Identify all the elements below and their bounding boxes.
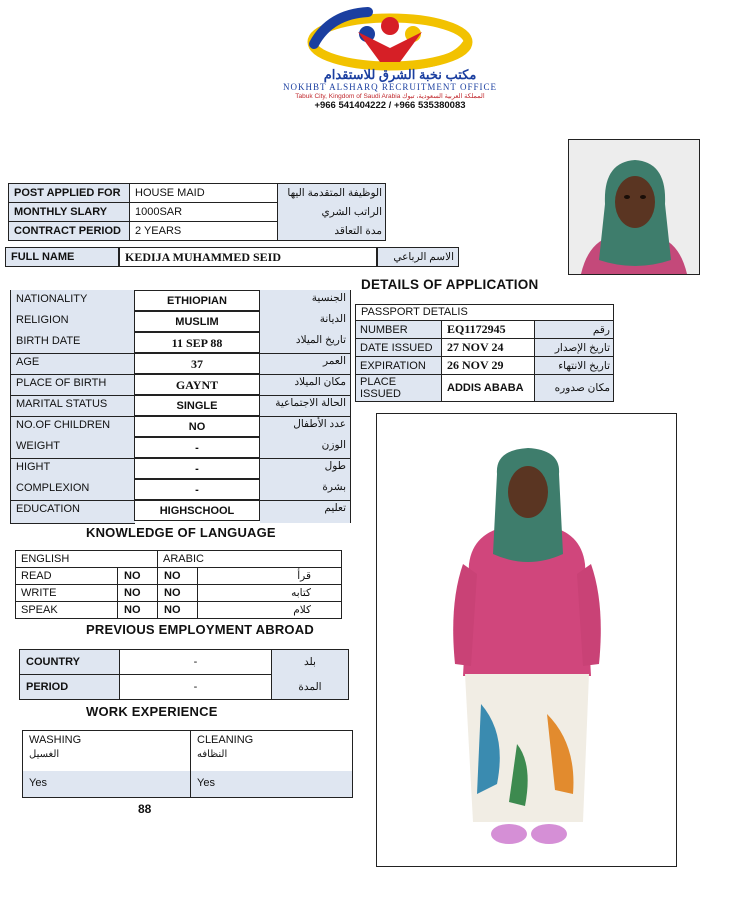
- language-english-header: ENGLISH: [16, 551, 158, 568]
- employment-period-arabic: المدة: [272, 675, 349, 700]
- passport-issued-value: 27 NOV 24: [442, 339, 535, 357]
- experience-washing-value: Yes: [29, 777, 47, 789]
- personal-value: NO: [134, 416, 260, 437]
- office-phones: +966 541404222 / +966 535380083: [314, 100, 466, 111]
- logo-emblem-icon: [240, 4, 540, 74]
- row-divider: [10, 353, 350, 354]
- language-arabic-header: ARABIC: [158, 551, 342, 568]
- language-speak-english: NO: [118, 602, 158, 619]
- language-write-arabic: NO: [158, 585, 198, 602]
- passport-issued-arabic: تاريخ الإصدار: [535, 339, 614, 357]
- personal-value: -: [134, 437, 260, 458]
- personal-table: [10, 290, 350, 523]
- experience-washing-arabic: الغسيل: [29, 749, 60, 760]
- employment-title: PREVIOUS EMPLOYMENT ABROAD: [86, 622, 314, 637]
- employment-country-arabic: بلد: [272, 650, 349, 675]
- passport-table: [355, 304, 614, 402]
- personal-label-arabic: الديانة: [319, 313, 346, 325]
- passport-place-arabic: مكان صدوره: [535, 375, 614, 402]
- language-title: KNOWLEDGE OF LANGUAGE: [86, 525, 276, 540]
- experience-cleaning-label: CLEANING: [197, 734, 254, 746]
- personal-label: RELIGION: [16, 314, 69, 326]
- personal-value: 37: [134, 353, 260, 374]
- personal-label-arabic: الحالة الاجتماعية: [275, 397, 346, 409]
- personal-label-arabic: تاريخ الميلاد: [295, 334, 346, 346]
- personal-label-arabic: بشرة: [322, 481, 346, 493]
- office-english-name: NOKHBT ALSHARQ RECRUITMENT OFFICE: [283, 82, 497, 92]
- language-read-arabic-label: قرأ: [198, 568, 342, 585]
- passport-number-arabic: رقم: [535, 321, 614, 339]
- employment-period-value: -: [120, 675, 272, 700]
- personal-value: 11 SEP 88: [134, 332, 260, 353]
- salary-label: MONTHLY SLARY: [9, 203, 130, 222]
- language-table: [15, 550, 342, 619]
- applicant-portrait-photo: [568, 139, 700, 275]
- language-speak-label: SPEAK: [16, 602, 118, 619]
- personal-label-arabic: عدد الأطفال: [293, 418, 346, 430]
- personal-value: -: [134, 458, 260, 479]
- personal-label-arabic: الوزن: [321, 439, 346, 451]
- post-label: POST APPLIED FOR: [9, 184, 130, 203]
- personal-label-arabic: الجنسية: [311, 292, 346, 304]
- experience-table: [22, 730, 353, 798]
- employment-period-label: PERIOD: [20, 675, 120, 700]
- post-value: HOUSE MAID: [130, 184, 278, 203]
- passport-place-value: ADDIS ABABA: [442, 375, 535, 402]
- personal-value: SINGLE: [134, 395, 260, 416]
- row-divider: [10, 500, 350, 501]
- language-write-arabic-label: كتابه: [198, 585, 342, 602]
- page-number: 88: [138, 802, 152, 816]
- salary-value: 1000SAR: [130, 203, 278, 222]
- post-label-arabic: الوظيفة المتقدمة اليها: [278, 184, 386, 203]
- full-name-row: [5, 247, 459, 267]
- experience-cleaning-arabic: النظافه: [197, 749, 228, 760]
- experience-cleaning-value: Yes: [197, 777, 215, 789]
- language-speak-arabic-label: كلام: [198, 602, 342, 619]
- passport-issued-label: DATE ISSUED: [356, 339, 442, 357]
- language-write-english: NO: [118, 585, 158, 602]
- personal-label: PLACE OF BIRTH: [16, 377, 107, 389]
- language-read-label: READ: [16, 568, 118, 585]
- post-table: [8, 183, 386, 241]
- employment-country-value: -: [120, 650, 272, 675]
- personal-value: HIGHSCHOOL: [134, 500, 260, 521]
- details-title: DETAILS OF APPLICATION: [361, 277, 539, 292]
- personal-value: ETHIOPIAN: [134, 290, 260, 311]
- row-divider: [10, 458, 350, 459]
- contract-label: CONTRACT PERIOD: [9, 222, 130, 241]
- personal-label: BIRTH DATE: [16, 335, 81, 347]
- passport-expiration-value: 26 NOV 29: [442, 357, 535, 375]
- language-write-label: WRITE: [16, 585, 118, 602]
- language-read-arabic: NO: [158, 568, 198, 585]
- passport-expiration-arabic: تاريخ الانتهاء: [535, 357, 614, 375]
- personal-value: GAYNT: [134, 374, 260, 395]
- personal-value: -: [134, 479, 260, 500]
- personal-label: MARITAL STATUS: [16, 398, 108, 410]
- personal-value: MUSLIM: [134, 311, 260, 332]
- personal-label: NATIONALITY: [16, 293, 88, 305]
- row-divider: [10, 395, 350, 396]
- personal-label: NO.OF CHILDREN: [16, 419, 111, 431]
- experience-title: WORK EXPERIENCE: [86, 704, 218, 719]
- office-location: Tabuk City, Kingdom of Saudi Arabia المملكة العربية السعودية، تبوك: [295, 93, 485, 100]
- personal-label-arabic: طول: [324, 460, 346, 472]
- experience-washing-label: WASHING: [29, 734, 82, 746]
- personal-label-arabic: مكان الميلاد: [294, 376, 346, 388]
- office-logo: [240, 4, 540, 112]
- full-name-value: KEDIJA MUHAMMED SEID: [119, 247, 377, 267]
- applicant-full-photo: [376, 413, 677, 867]
- personal-label: HIGHT: [16, 461, 51, 473]
- personal-label-arabic: تعليم: [324, 502, 346, 514]
- employment-table: [19, 649, 349, 700]
- employment-country-label: COUNTRY: [20, 650, 120, 675]
- personal-label: WEIGHT: [16, 440, 60, 452]
- personal-label: COMPLEXION: [16, 482, 90, 494]
- contract-label-arabic: مدة التعاقد: [278, 222, 386, 241]
- office-arabic-name: مكتب نخبة الشرق للاستقدام: [323, 67, 477, 82]
- personal-label-arabic: العمر: [322, 355, 346, 367]
- salary-label-arabic: الراتب الشري: [278, 203, 386, 222]
- contract-value: 2 YEARS: [130, 222, 278, 241]
- passport-number-label: NUMBER: [356, 321, 442, 339]
- passport-title: PASSPORT DETALIS: [355, 304, 614, 321]
- language-speak-arabic: NO: [158, 602, 198, 619]
- personal-label: EDUCATION: [16, 503, 80, 515]
- personal-label: AGE: [16, 356, 40, 368]
- passport-place-label: PLACE ISSUED: [356, 375, 442, 402]
- passport-expiration-label: EXPIRATION: [356, 357, 442, 375]
- full-name-label: FULL NAME: [5, 247, 119, 267]
- row-divider: [10, 374, 350, 375]
- full-name-arabic: الاسم الرباعي: [377, 247, 459, 267]
- row-divider: [10, 416, 350, 417]
- passport-number-value: EQ1172945: [442, 321, 535, 339]
- language-read-english: NO: [118, 568, 158, 585]
